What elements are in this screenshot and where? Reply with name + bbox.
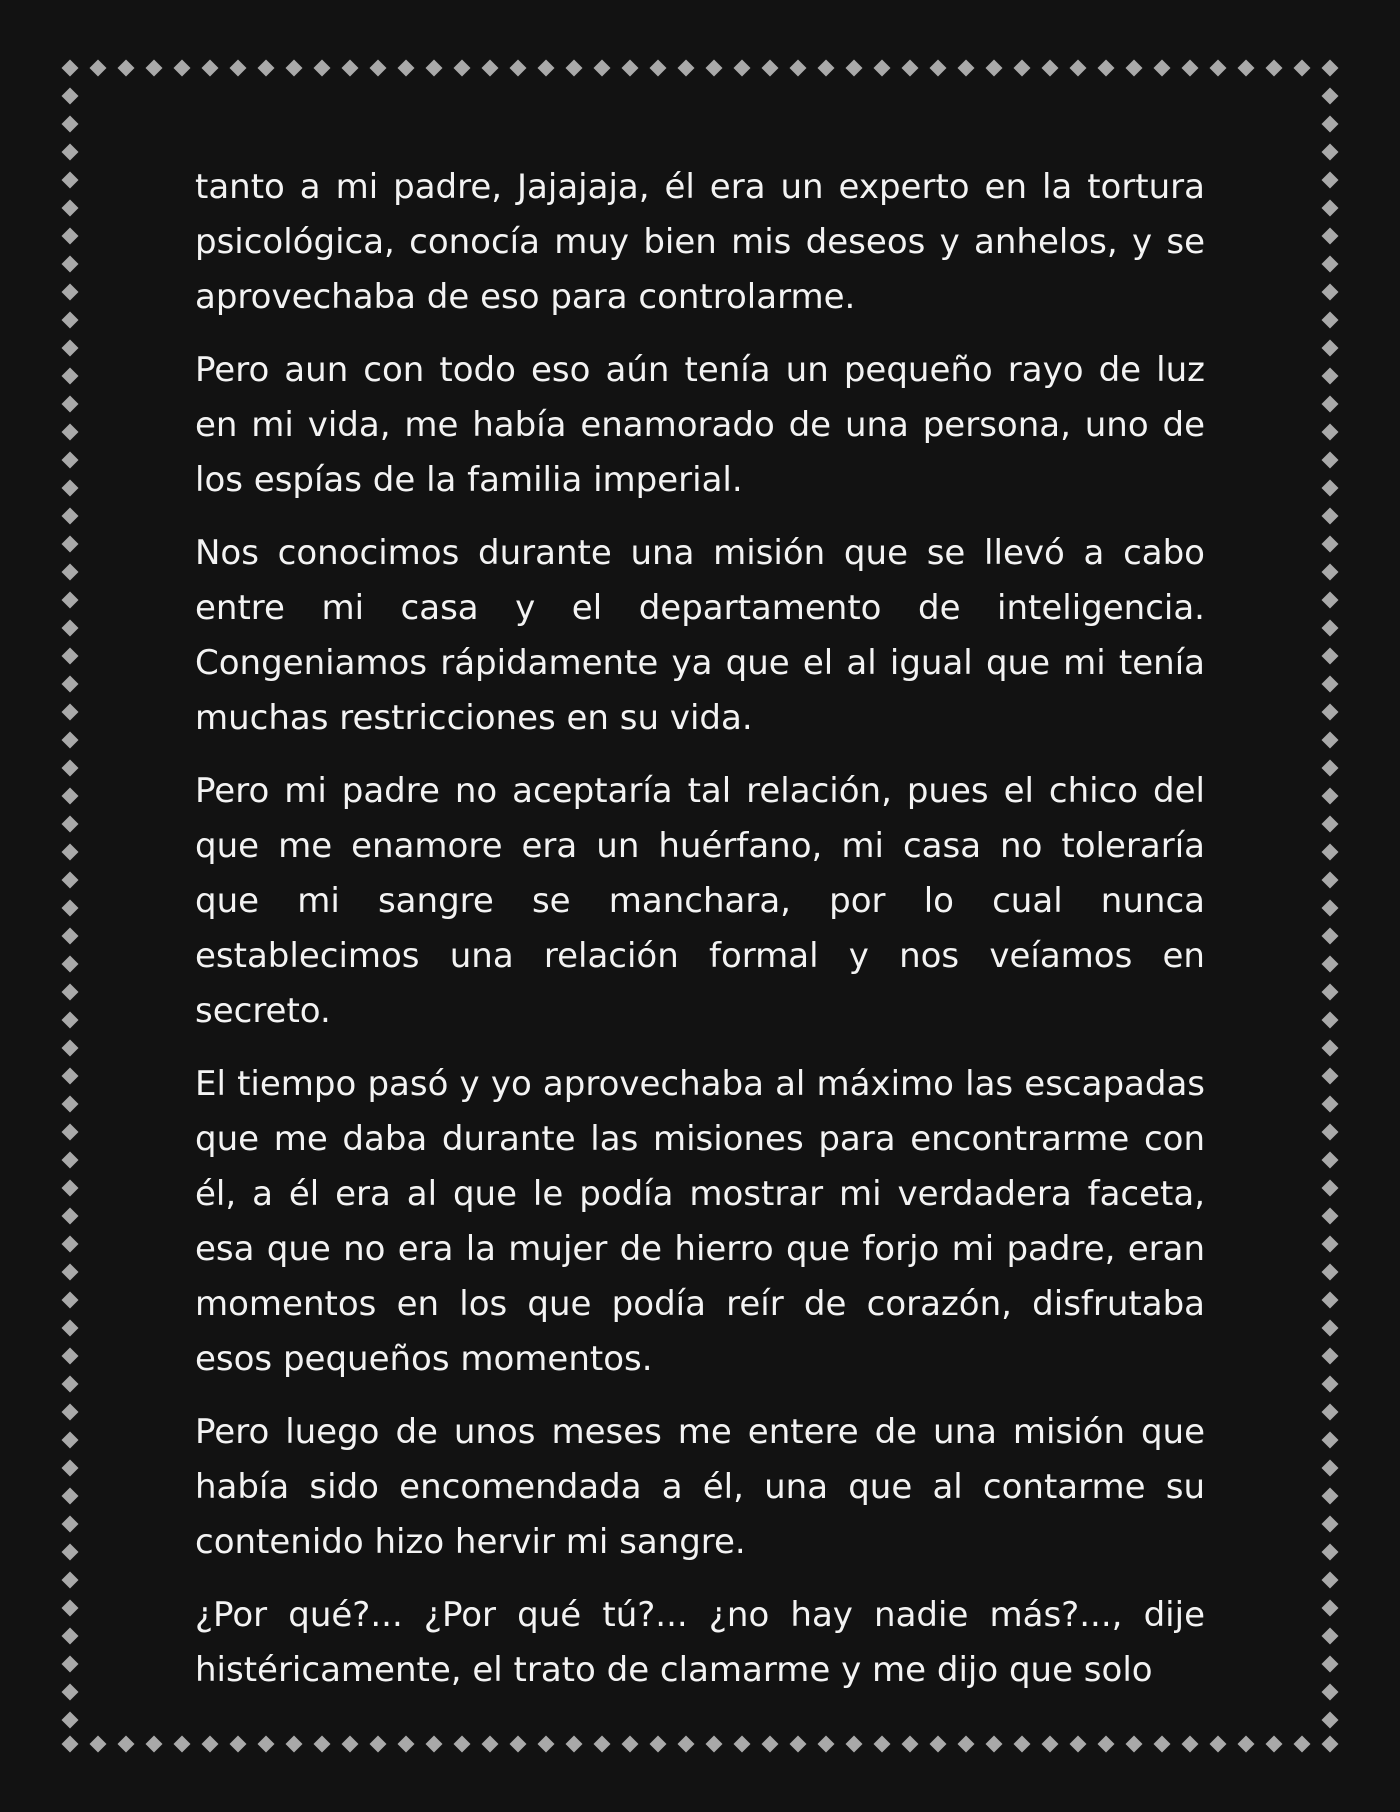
diamond-icon — [1322, 284, 1339, 301]
diamond-icon — [874, 60, 891, 77]
diamond-icon — [258, 60, 275, 77]
diamond-icon — [426, 1736, 443, 1753]
diamond-icon — [62, 1068, 79, 1085]
diamond-icon — [650, 1736, 667, 1753]
diamond-icon — [62, 1012, 79, 1029]
diamond-icon — [1322, 648, 1339, 665]
diamond-icon — [62, 1264, 79, 1281]
diamond-icon — [370, 60, 387, 77]
diamond-icon — [1322, 788, 1339, 805]
diamond-icon — [1098, 60, 1115, 77]
diamond-icon — [1322, 1068, 1339, 1085]
diamond-icon — [62, 1124, 79, 1141]
diamond-icon — [594, 1736, 611, 1753]
diamond-icon — [62, 228, 79, 245]
diamond-icon — [62, 480, 79, 497]
diamond-icon — [1322, 984, 1339, 1001]
diamond-icon — [230, 60, 247, 77]
diamond-icon — [678, 1736, 695, 1753]
diamond-icon — [1322, 760, 1339, 777]
diamond-icon — [1322, 1488, 1339, 1505]
diamond-icon — [790, 60, 807, 77]
diamond-icon — [1238, 60, 1255, 77]
diamond-icon — [1322, 116, 1339, 133]
diamond-icon — [1322, 816, 1339, 833]
diamond-icon — [1014, 1736, 1031, 1753]
diamond-icon — [1322, 1096, 1339, 1113]
diamond-icon — [62, 1292, 79, 1309]
diamond-icon — [426, 60, 443, 77]
diamond-icon — [398, 1736, 415, 1753]
diamond-icon — [62, 1488, 79, 1505]
diamond-icon — [62, 1628, 79, 1645]
diamond-icon — [1182, 1736, 1199, 1753]
diamond-icon — [1322, 1544, 1339, 1561]
diamond-icon — [230, 1736, 247, 1753]
diamond-icon — [1322, 1348, 1339, 1365]
paragraph-2: Pero aun con todo eso aún tenía un pequeño rayo de luz en mi vida, me había enamorado de una persona, uno de los espías de la familia imperial. — [195, 350, 1205, 500]
diamond-icon — [566, 1736, 583, 1753]
diamond-icon — [1154, 60, 1171, 77]
diamond-icon — [454, 1736, 471, 1753]
diamond-icon — [62, 1572, 79, 1589]
diamond-icon — [1322, 60, 1339, 77]
diamond-icon — [594, 60, 611, 77]
diamond-icon — [986, 1736, 1003, 1753]
diamond-icon — [1322, 1516, 1339, 1533]
diamond-icon — [1322, 1432, 1339, 1449]
diamond-icon — [1210, 1736, 1227, 1753]
diamond-icon — [1322, 872, 1339, 889]
diamond-icon — [62, 200, 79, 217]
diamond-icon — [62, 984, 79, 1001]
diamond-icon — [1126, 60, 1143, 77]
diamond-icon — [62, 1600, 79, 1617]
diamond-icon — [62, 1236, 79, 1253]
diamond-icon — [62, 1460, 79, 1477]
diamond-icon — [1322, 256, 1339, 273]
diamond-icon — [118, 60, 135, 77]
diamond-icon — [62, 1152, 79, 1169]
diamond-icon — [62, 312, 79, 329]
diamond-icon — [622, 1736, 639, 1753]
diamond-icon — [734, 1736, 751, 1753]
diamond-icon — [1322, 1152, 1339, 1169]
diamond-icon — [62, 1736, 79, 1753]
diamond-icon — [62, 1684, 79, 1701]
diamond-icon — [62, 340, 79, 357]
diamond-icon — [762, 1736, 779, 1753]
diamond-icon — [790, 1736, 807, 1753]
diamond-icon — [1322, 1236, 1339, 1253]
diamond-icon — [62, 368, 79, 385]
diamond-icon — [342, 1736, 359, 1753]
diamond-icon — [818, 1736, 835, 1753]
diamond-icon — [1322, 396, 1339, 413]
diamond-icon — [62, 1544, 79, 1561]
diamond-icon — [62, 564, 79, 581]
paragraph-1: tanto a mi padre, Jajajaja, él era un experto en la tortura psicológica, conocía muy bien mis deseos y anhelos, y se aprovechaba de eso para controlarme. — [195, 167, 1205, 317]
diamond-icon — [1154, 1736, 1171, 1753]
diamond-icon — [454, 60, 471, 77]
diamond-icon — [1322, 172, 1339, 189]
diamond-icon — [146, 60, 163, 77]
diamond-icon — [62, 424, 79, 441]
diamond-icon — [62, 256, 79, 273]
diamond-icon — [1322, 928, 1339, 945]
diamond-icon — [1042, 60, 1059, 77]
diamond-icon — [1322, 144, 1339, 161]
diamond-icon — [62, 620, 79, 637]
diamond-icon — [1322, 620, 1339, 637]
diamond-icon — [930, 1736, 947, 1753]
diamond-icon — [1322, 508, 1339, 525]
diamond-icon — [62, 60, 79, 77]
diamond-icon — [62, 396, 79, 413]
diamond-icon — [62, 452, 79, 469]
diamond-icon — [874, 1736, 891, 1753]
diamond-icon — [958, 60, 975, 77]
diamond-icon — [1322, 536, 1339, 553]
paragraph-7: ¿Por qué?... ¿Por qué tú?... ¿no hay nadie más?..., dije histéricamente, el trato de clamarme y me dijo que solo — [195, 1595, 1205, 1690]
diamond-icon — [62, 88, 79, 105]
diamond-icon — [174, 1736, 191, 1753]
paragraph-3: Nos conocimos durante una misión que se llevó a cabo entre mi casa y el departamento de inteligencia. Congeniamos rápidamente ya que el al igual que mi tenía muchas restricciones en su vida. — [195, 533, 1205, 738]
diamond-icon — [1182, 60, 1199, 77]
diamond-icon — [1322, 1656, 1339, 1673]
diamond-icon — [62, 1208, 79, 1225]
diamond-icon — [1322, 88, 1339, 105]
diamond-icon — [202, 1736, 219, 1753]
diamond-icon — [370, 1736, 387, 1753]
diamond-icon — [1322, 1736, 1339, 1753]
diamond-icon — [62, 788, 79, 805]
diamond-icon — [62, 172, 79, 189]
diamond-icon — [650, 60, 667, 77]
diamond-icon — [62, 928, 79, 945]
diamond-icon — [510, 60, 527, 77]
diamond-icon — [818, 60, 835, 77]
diamond-icon — [1042, 1736, 1059, 1753]
diamond-icon — [62, 1040, 79, 1057]
diamond-icon — [62, 536, 79, 553]
diamond-icon — [846, 60, 863, 77]
diamond-icon — [1322, 1460, 1339, 1477]
diamond-icon — [1322, 1292, 1339, 1309]
diamond-icon — [62, 732, 79, 749]
diamond-icon — [342, 60, 359, 77]
diamond-icon — [62, 760, 79, 777]
diamond-icon — [1238, 1736, 1255, 1753]
diamond-icon — [62, 116, 79, 133]
diamond-icon — [398, 60, 415, 77]
diamond-icon — [1294, 60, 1311, 77]
diamond-icon — [314, 1736, 331, 1753]
diamond-icon — [1322, 1320, 1339, 1337]
diamond-icon — [1098, 1736, 1115, 1753]
document-body — [195, 160, 1205, 1716]
diamond-icon — [1322, 704, 1339, 721]
diamond-icon — [62, 1404, 79, 1421]
diamond-icon — [1322, 228, 1339, 245]
diamond-icon — [62, 1348, 79, 1365]
diamond-icon — [62, 816, 79, 833]
diamond-icon — [1322, 1040, 1339, 1057]
diamond-icon — [678, 60, 695, 77]
diamond-icon — [258, 1736, 275, 1753]
diamond-icon — [62, 900, 79, 917]
diamond-icon — [1322, 1712, 1339, 1729]
diamond-icon — [538, 60, 555, 77]
diamond-icon — [62, 1516, 79, 1533]
diamond-icon — [314, 60, 331, 77]
diamond-icon — [1322, 1124, 1339, 1141]
diamond-icon — [286, 60, 303, 77]
diamond-icon — [1322, 1376, 1339, 1393]
diamond-icon — [1322, 956, 1339, 973]
diamond-icon — [62, 284, 79, 301]
diamond-icon — [1322, 676, 1339, 693]
diamond-icon — [566, 60, 583, 77]
diamond-icon — [1322, 1012, 1339, 1029]
diamond-icon — [1322, 1208, 1339, 1225]
diamond-icon — [62, 592, 79, 609]
diamond-icon — [1322, 312, 1339, 329]
diamond-icon — [846, 1736, 863, 1753]
diamond-icon — [902, 60, 919, 77]
diamond-icon — [62, 144, 79, 161]
diamond-icon — [734, 60, 751, 77]
paragraph-6: Pero luego de unos meses me entere de una misión que había sido encomendada a él, una que al contarme su contenido hizo hervir mi sangre. — [195, 1412, 1205, 1562]
diamond-icon — [986, 60, 1003, 77]
diamond-icon — [482, 60, 499, 77]
diamond-icon — [930, 60, 947, 77]
diamond-icon — [1322, 1404, 1339, 1421]
diamond-icon — [1266, 60, 1283, 77]
diamond-icon — [62, 1432, 79, 1449]
diamond-icon — [62, 1656, 79, 1673]
diamond-icon — [706, 1736, 723, 1753]
diamond-icon — [62, 1180, 79, 1197]
diamond-icon — [1210, 60, 1227, 77]
diamond-icon — [1322, 1572, 1339, 1589]
diamond-icon — [202, 60, 219, 77]
diamond-icon — [118, 1736, 135, 1753]
diamond-icon — [538, 1736, 555, 1753]
diamond-icon — [1070, 1736, 1087, 1753]
diamond-icon — [62, 508, 79, 525]
diamond-icon — [90, 60, 107, 77]
diamond-icon — [1322, 480, 1339, 497]
diamond-icon — [622, 60, 639, 77]
diamond-icon — [62, 1320, 79, 1337]
diamond-icon — [62, 956, 79, 973]
diamond-icon — [62, 704, 79, 721]
diamond-icon — [1126, 1736, 1143, 1753]
diamond-icon — [1294, 1736, 1311, 1753]
diamond-icon — [62, 1712, 79, 1729]
diamond-icon — [1322, 900, 1339, 917]
diamond-icon — [482, 1736, 499, 1753]
paragraph-4: Pero mi padre no aceptaría tal relación, pues el chico del que me enamore era un huérfano, mi casa no toleraría que mi sangre se manchara, por lo cual nunca establecimos una relación formal y nos veíamos en secreto. — [195, 771, 1205, 1031]
diamond-icon — [62, 872, 79, 889]
diamond-icon — [1322, 1600, 1339, 1617]
diamond-icon — [62, 1376, 79, 1393]
diamond-icon — [62, 1096, 79, 1113]
diamond-icon — [1322, 424, 1339, 441]
diamond-icon — [706, 60, 723, 77]
diamond-icon — [1322, 592, 1339, 609]
diamond-icon — [510, 1736, 527, 1753]
diamond-icon — [1322, 564, 1339, 581]
diamond-icon — [1070, 60, 1087, 77]
diamond-icon — [62, 844, 79, 861]
diamond-icon — [1322, 368, 1339, 385]
diamond-icon — [62, 648, 79, 665]
diamond-icon — [1322, 340, 1339, 357]
diamond-icon — [1322, 1628, 1339, 1645]
diamond-icon — [1322, 1180, 1339, 1197]
diamond-icon — [958, 1736, 975, 1753]
diamond-icon — [1322, 844, 1339, 861]
diamond-icon — [1266, 1736, 1283, 1753]
diamond-icon — [90, 1736, 107, 1753]
diamond-icon — [174, 60, 191, 77]
diamond-icon — [62, 676, 79, 693]
diamond-icon — [1322, 200, 1339, 217]
diamond-icon — [762, 60, 779, 77]
diamond-icon — [1322, 1684, 1339, 1701]
diamond-icon — [146, 1736, 163, 1753]
diamond-icon — [1322, 732, 1339, 749]
diamond-icon — [902, 1736, 919, 1753]
paragraph-5: El tiempo pasó y yo aprovechaba al máximo las escapadas que me daba durante las misiones para encontrarme con él, a él era al que le podía mostrar mi verdadera faceta, esa que no era la mujer de hierro que forjo mi padre, eran momentos en los que podía reír de corazón, disfrutaba esos pequeños momentos. — [195, 1064, 1205, 1379]
diamond-icon — [286, 1736, 303, 1753]
diamond-icon — [1014, 60, 1031, 77]
diamond-icon — [1322, 1264, 1339, 1281]
diamond-icon — [1322, 452, 1339, 469]
